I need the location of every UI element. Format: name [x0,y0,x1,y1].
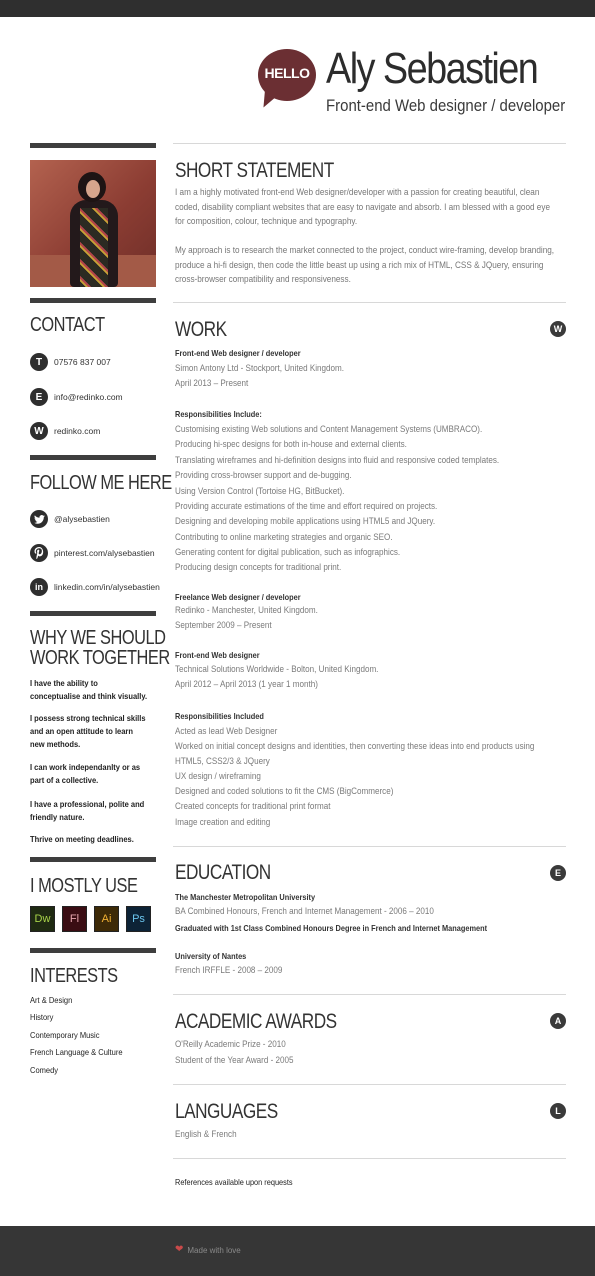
page-title: Aly Sebastien [326,44,538,93]
job-title: Front-end Web designer [175,650,260,660]
phone-number: 07576 837 007 [54,357,111,367]
references-note: References available upon requests [175,1178,293,1187]
contact-website[interactable] [30,422,100,440]
interests-heading: INTERESTS [30,965,118,987]
responsibility-item: Providing cross-browser support and de-bugging. [175,470,352,480]
interest-item: Contemporary Music [30,1031,100,1040]
divider [173,302,566,303]
dreamweaver-icon: Dw [30,906,55,932]
why-heading [30,628,170,668]
contact-phone [30,353,111,371]
responsibility-item: Providing accurate estimations of the time and effort required on projects. [175,501,438,511]
why-heading-line1: WHY WE SHOULD [30,627,166,649]
email-icon: E [30,388,48,406]
why-point: I can work independanlty or as part of a collective. [30,763,141,785]
pinterest-link[interactable]: pinterest.com/alysebastien [54,548,155,558]
divider [30,455,156,460]
responsibilities-heading: Responsibilities Included [175,711,264,721]
job-dates: September 2009 – Present [175,620,272,630]
divider [173,143,566,144]
why-point: I have the ability to conceptualise and think visually. [30,679,148,701]
responsibility-item: Producing hi-spec designs for both in-house and external clients. [175,439,407,449]
grade-text: Graduated with 1st Class Combined Honours Degree in French and Internet Management [175,923,488,933]
interest-item: Comedy [30,1066,59,1075]
responsibility-item: Acted as lead Web Designer [175,726,278,736]
job-company: Redinko - Manchester, United Kingdom. [175,605,318,615]
responsibility-item: Generating content for digital publication, such as infographics. [175,547,401,557]
job-company: Technical Solutions Worldwide - Bolton, United Kingdom. [175,664,379,674]
top-bar [0,0,595,17]
photoshop-icon: Ps [126,906,151,932]
social-linkedin[interactable] [30,578,160,596]
responsibility-item: Producing design concepts for traditional print. [175,562,342,572]
linkedin-icon: in [30,578,48,596]
interest-item: French Language & Culture [30,1048,123,1057]
interest-item: History [30,1013,54,1022]
why-point: Thrive on meeting deadlines. [30,835,134,844]
statement-paragraph: I am a highly motivated front-end Web designer/developer with a passion for creating beautiful, clean coded, disability compliant websites that are easy to navigate and absorb. I am blessed with a good eye for composition, colour, technique and typography. [175,187,550,226]
social-pinterest[interactable] [30,544,155,562]
course-text: BA Combined Honours, French and Internet Management - 2006 – 2010 [175,906,434,916]
job-company: Simon Antony Ltd - Stockport, United Kingdom. [175,363,344,373]
award-item: Student of the Year Award - 2005 [175,1055,294,1065]
why-point: I possess strong technical skills and an open attitude to learn new methods. [30,714,146,749]
social-twitter[interactable] [30,510,110,528]
profile-photo [30,160,156,287]
job-role: Front-end Web designer / developer [326,96,566,115]
award-item: O'Reilly Academic Prize - 2010 [175,1039,286,1049]
languages-text: English & French [175,1129,237,1139]
contact-email[interactable] [30,388,123,406]
hello-badge [258,49,318,109]
work-icon: W [550,321,566,337]
languages-icon: L [550,1103,566,1119]
university-name: University of Nantes [175,951,247,961]
tools-list [30,906,151,932]
responsibility-item: UX design / wireframing [175,771,261,781]
divider [30,611,156,616]
work-heading: WORK [175,318,227,341]
divider [30,857,156,862]
responsibilities-heading: Responsibilities Include: [175,409,262,419]
hello-label: HELLO [264,65,310,81]
flash-icon: Fl [62,906,87,932]
why-point: I have a professional, polite and friendly nature. [30,800,145,822]
divider [173,1084,566,1085]
job-dates: April 2013 – Present [175,378,249,388]
contact-heading: CONTACT [30,314,105,336]
education-icon: E [550,865,566,881]
website-link[interactable]: redinko.com [54,426,101,436]
awards-icon: A [550,1013,566,1029]
web-icon: W [30,422,48,440]
why-heading-line2: WORK TOGETHER [30,647,170,669]
university-name: The Manchester Metropolitan University [175,892,316,902]
phone-icon: T [30,353,48,371]
responsibility-item: HTML5, CSS2/3 & JQuery [175,756,270,766]
responsibility-item: Customising existing Web solutions and Content Management Systems (UMBRACO). [175,424,483,434]
job-title: Front-end Web designer / developer [175,348,301,358]
email-link[interactable]: info@redinko.com [54,392,123,402]
pinterest-icon [30,544,48,562]
linkedin-link[interactable]: linkedin.com/in/alysebastien [54,582,160,592]
job-title: Freelance Web designer / developer [175,592,301,602]
footer-credit [175,1245,241,1255]
statement-heading: SHORT STATEMENT [175,159,334,182]
tools-heading: I MOSTLY USE [30,875,138,897]
responsibility-item: Designing and developing mobile applications using HTML5 and JQuery. [175,516,436,526]
languages-heading: LANGUAGES [175,1100,278,1123]
divider [30,948,156,953]
twitter-icon [30,510,48,528]
divider [173,846,566,847]
responsibility-item: Translating wireframes and hi-definition designs into fluid and responsive coded templates. [175,455,500,465]
awards-heading: ACADEMIC AWARDS [175,1010,337,1033]
responsibility-item: Worked on initial concept designs and identities, then converting these ideas into end products using [175,741,535,751]
divider [173,1158,566,1159]
education-heading: EDUCATION [175,861,271,884]
divider [30,298,156,303]
divider [173,994,566,995]
responsibility-item: Image creation and editing [175,817,271,827]
divider [30,143,156,148]
responsibility-item: Designed and coded solutions to fit the CMS (BigCommerce) [175,786,394,796]
footer [0,1226,595,1276]
statement-paragraph: My approach is to research the market connected to the project, conduct wire-framing, develop branding, produce a hi-fi design, then code the little beast up using a rich mix of HTML, CSS & JQuery, ensuring cross-browser compatibility and responsiveness. [175,245,555,284]
heart-icon: ❤ [175,1244,184,1255]
responsibility-item: Created concepts for traditional print format [175,801,331,811]
follow-heading: FOLLOW ME HERE [30,472,172,494]
twitter-handle[interactable]: @alysebastien [54,514,110,524]
interest-item: Art & Design [30,996,73,1005]
responsibility-item: Contributing to online marketing strategies and organic SEO. [175,532,393,542]
course-text: French IRFFLE - 2008 – 2009 [175,965,283,975]
footer-text: Made with love [187,1245,241,1255]
illustrator-icon: Ai [94,906,119,932]
job-dates: April 2012 – April 2013 (1 year 1 month) [175,679,318,689]
responsibility-item: Using Version Control (Tortoise HG, BitBucket). [175,486,345,496]
